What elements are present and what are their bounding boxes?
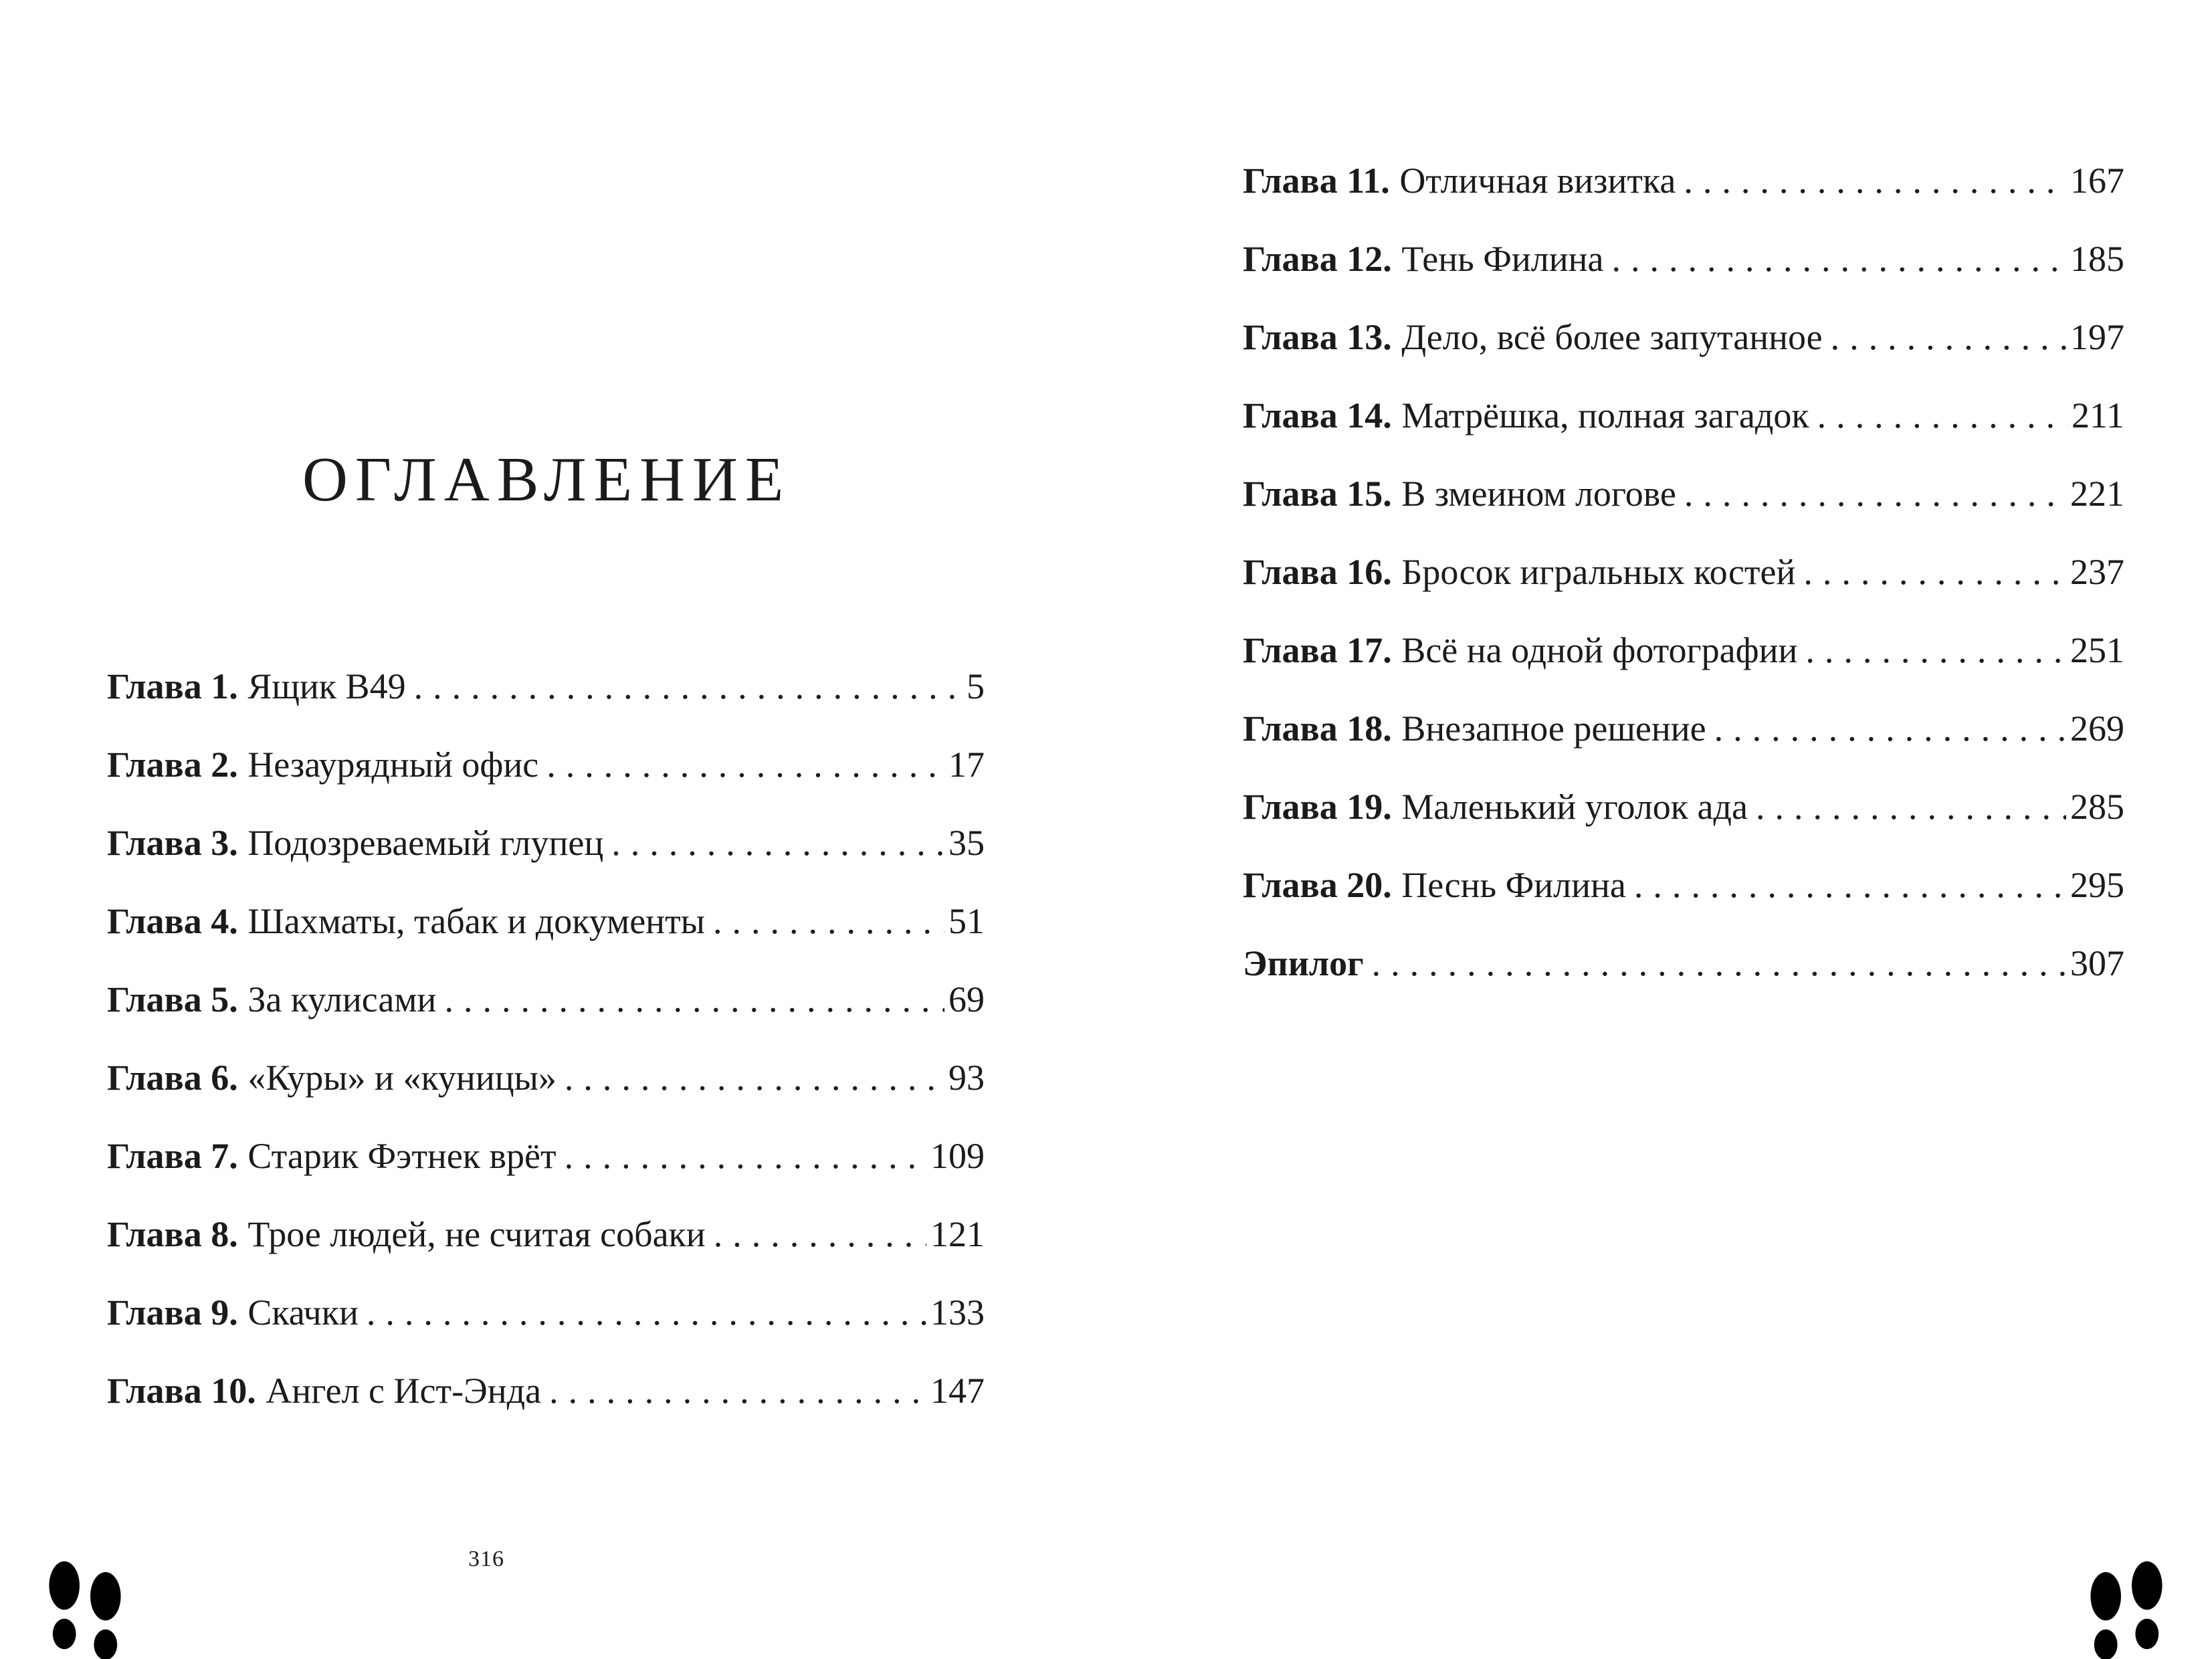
page-ref: 51 xyxy=(948,901,985,941)
page-ref: 211 xyxy=(2072,395,2124,435)
toc-entry xyxy=(1243,846,2124,924)
chapter-label: Глава 6. xyxy=(107,1058,238,1098)
chapter-title: Всё на одной фотографии xyxy=(1401,630,1798,670)
dot-leader xyxy=(367,1274,926,1352)
chapter-label: Глава 18. xyxy=(1243,708,1392,749)
page-ref: 269 xyxy=(2070,708,2124,749)
toc-entry xyxy=(1243,220,2124,298)
chapter-label: Глава 7. xyxy=(107,1136,238,1176)
toc-entry xyxy=(107,648,985,726)
toc-entry xyxy=(1243,690,2124,768)
page-ref: 133 xyxy=(930,1292,985,1333)
page-ref: 17 xyxy=(948,745,985,785)
toc-entry xyxy=(1243,377,2124,455)
toc-column-right xyxy=(1243,142,2124,1003)
dot-leader xyxy=(1684,455,2066,533)
chapter-label: Глава 16. xyxy=(1243,552,1392,592)
dot-leader xyxy=(1831,298,2066,377)
page-ref: 221 xyxy=(2070,474,2124,514)
page-ref: 237 xyxy=(2070,552,2124,592)
chapter-label: Глава 11. xyxy=(1243,161,1390,201)
dot-leader xyxy=(565,1117,926,1195)
chapter-title: Незаурядный офис xyxy=(247,745,539,785)
chapter-label: Глава 9. xyxy=(107,1292,238,1333)
toc-entry xyxy=(107,1195,985,1274)
chapter-label: Глава 20. xyxy=(1243,865,1392,905)
page-ref: 93 xyxy=(948,1058,985,1098)
dot-leader xyxy=(549,1352,926,1430)
chapter-label: Глава 3. xyxy=(107,823,238,863)
dot-leader xyxy=(565,1039,944,1117)
chapter-title: Матрёшка, полная загадок xyxy=(1401,395,1809,435)
page-ref: 197 xyxy=(2070,317,2124,357)
chapter-label: Глава 2. xyxy=(107,745,238,785)
dot-leader xyxy=(444,961,944,1039)
dot-leader xyxy=(713,882,944,961)
page-title: ОГЛАВЛЕНИЕ xyxy=(302,444,791,514)
toc-entry xyxy=(107,882,985,961)
folio-page-number: 316 xyxy=(468,1547,504,1571)
page-ref: 185 xyxy=(2070,239,2124,279)
dot-leader xyxy=(414,648,963,726)
page-ref: 285 xyxy=(2070,787,2124,827)
chapter-title: Скачки xyxy=(247,1292,359,1333)
chapter-label: Глава 15. xyxy=(1243,474,1392,514)
dot-leader xyxy=(1756,768,2066,846)
footprints-icon xyxy=(39,1559,134,1659)
chapter-label: Глава 19. xyxy=(1243,787,1392,827)
chapter-title: Бросок игральных костей xyxy=(1401,552,1796,592)
chapter-title: Подозреваемый глупец xyxy=(247,823,604,863)
toc-entry xyxy=(1243,533,2124,611)
page-ref: 5 xyxy=(967,666,985,706)
dot-leader xyxy=(1684,142,2066,220)
toc-entry xyxy=(1243,924,2124,1003)
page-ref: 295 xyxy=(2070,865,2124,905)
dot-leader xyxy=(611,804,944,882)
toc-entry xyxy=(1243,142,2124,220)
page-ref: 69 xyxy=(948,979,985,1019)
chapter-title: Старик Фэтнек врёт xyxy=(247,1136,557,1176)
chapter-title: Дело, всё более запутанное xyxy=(1401,317,1823,357)
toc-entry xyxy=(107,804,985,882)
chapter-title: Тень Филина xyxy=(1401,239,1604,279)
toc-entry xyxy=(1243,455,2124,533)
chapter-label: Глава 12. xyxy=(1243,239,1392,279)
chapter-label: Глава 13. xyxy=(1243,317,1392,357)
dot-leader xyxy=(1805,611,2066,690)
page-ref: 251 xyxy=(2070,630,2124,670)
chapter-label: Глава 4. xyxy=(107,901,238,941)
chapter-title: Ящик В49 xyxy=(247,666,406,706)
chapter-title: Ангел с Ист-Энда xyxy=(266,1371,542,1411)
chapter-title: Отличная визитка xyxy=(1399,161,1676,201)
page-ref: 167 xyxy=(2070,161,2124,201)
chapter-title: Шахматы, табак и документы xyxy=(247,901,705,941)
chapter-title: Маленький уголок ада xyxy=(1401,787,1748,827)
toc-entry xyxy=(107,726,985,804)
dot-leader xyxy=(1372,924,2066,1003)
dot-leader xyxy=(546,726,944,804)
toc-entry xyxy=(107,1352,985,1430)
chapter-title: В змеином логове xyxy=(1401,474,1676,514)
chapter-title: «Куры» и «куницы» xyxy=(247,1058,557,1098)
toc-entry xyxy=(1243,611,2124,690)
toc-entry xyxy=(1243,298,2124,377)
chapter-label: Глава 5. xyxy=(107,979,238,1019)
footprints-icon xyxy=(2078,1559,2173,1659)
page-ref: 307 xyxy=(2070,943,2124,983)
dot-leader xyxy=(1714,690,2066,768)
page-ref: 109 xyxy=(930,1136,985,1176)
dot-leader xyxy=(1817,377,2068,455)
chapter-label: Глава 17. xyxy=(1243,630,1392,670)
toc-entry xyxy=(107,1117,985,1195)
page-ref: 121 xyxy=(930,1214,985,1254)
chapter-title: Внезапное решение xyxy=(1401,708,1706,749)
dot-leader xyxy=(714,1195,926,1274)
toc-entry xyxy=(1243,768,2124,846)
dot-leader xyxy=(1634,846,2066,924)
chapter-title: Песнь Филина xyxy=(1401,865,1626,905)
toc-column-left xyxy=(107,648,985,1430)
chapter-label: Глава 14. xyxy=(1243,395,1392,435)
toc-entry xyxy=(107,1274,985,1352)
chapter-label: Глава 8. xyxy=(107,1214,238,1254)
page-ref: 35 xyxy=(948,823,985,863)
page-ref: 147 xyxy=(930,1371,985,1411)
chapter-label: Эпилог xyxy=(1243,943,1364,983)
toc-entry xyxy=(107,961,985,1039)
dot-leader xyxy=(1612,220,2066,298)
chapter-label: Глава 10. xyxy=(107,1371,256,1411)
chapter-title: За кулисами xyxy=(247,979,437,1019)
chapter-label: Глава 1. xyxy=(107,666,238,706)
dot-leader xyxy=(1803,533,2066,611)
toc-entry xyxy=(107,1039,985,1117)
chapter-title: Трое людей, не считая собаки xyxy=(247,1214,706,1254)
